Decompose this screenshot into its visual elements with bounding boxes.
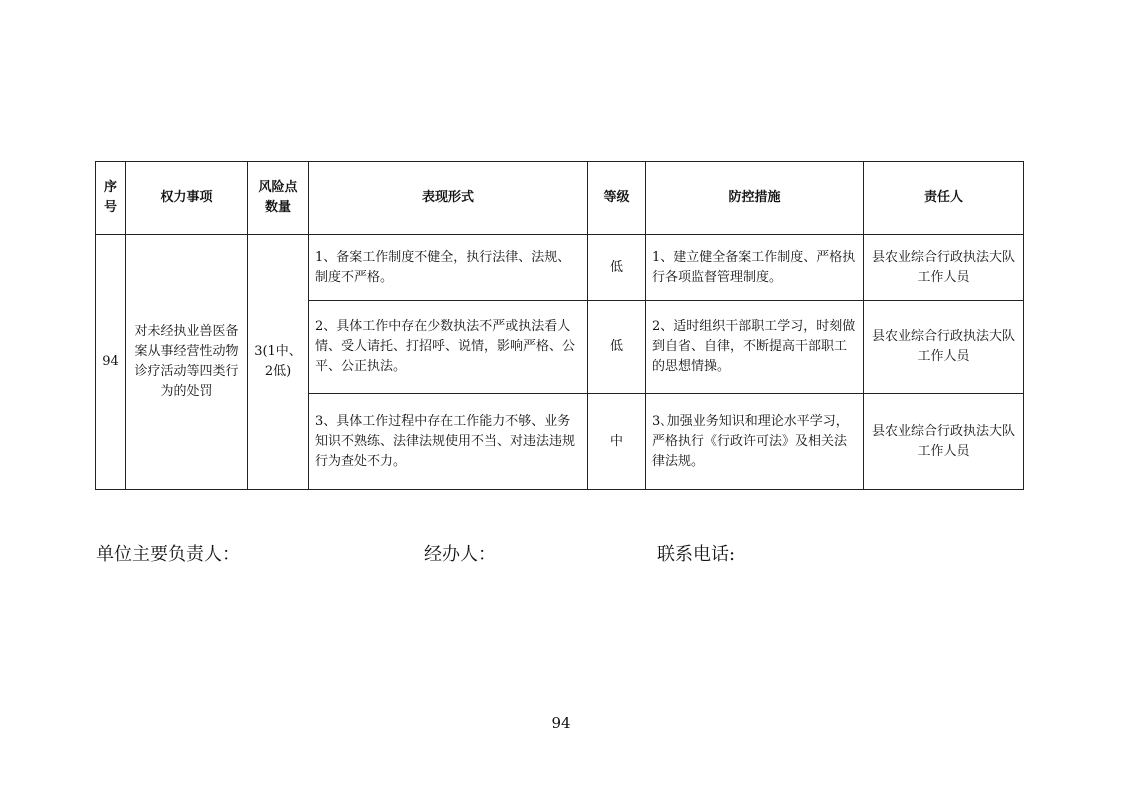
risk-measure: 1、建立健全备案工作制度、严格执行各项监督管理制度。	[646, 235, 864, 301]
header-measures: 防控措施	[646, 162, 864, 235]
table-row	[96, 235, 1024, 301]
header-level: 等级	[588, 162, 646, 235]
header-risk-count: 风险点 数量	[248, 162, 309, 235]
risk-responsible: 县农业综合行政执法大队工作人员	[864, 394, 1024, 490]
header-responsible: 责任人	[864, 162, 1024, 235]
header-seq: 序 号	[96, 162, 126, 235]
risk-table	[95, 161, 1024, 490]
risk-measure: 3､加强业务知识和理论水平学习，严格执行《行政许可法》及相关法律法规。	[646, 394, 864, 490]
risk-manifestation: 2、具体工作中存在少数执法不严或执法看人情、受人请托、打招呼、说情，影响严格、公平、公正执法。	[309, 301, 588, 394]
header-power-item: 权力事项	[126, 162, 248, 235]
record-seq: 94	[96, 235, 126, 490]
risk-responsible: 县农业综合行政执法大队工作人员	[864, 301, 1024, 394]
risk-measure: 2、适时组织干部职工学习，时刻做到自省、自律，不断提高干部职工的思想情操。	[646, 301, 864, 394]
table-header-row	[96, 162, 1024, 235]
handler-label: 经办人：	[424, 544, 496, 565]
risk-responsible: 县农业综合行政执法大队工作人员	[864, 235, 1024, 301]
header-manifestation: 表现形式	[309, 162, 588, 235]
risk-level: 低	[588, 235, 646, 301]
record-risk-count: 3(1中、2低)	[248, 235, 309, 490]
record-power-item: 对未经执业兽医备案从事经营性动物诊疗活动等四类行为的处罚	[126, 235, 248, 490]
risk-level: 中	[588, 394, 646, 490]
phone-label: 联系电话:	[657, 544, 736, 565]
risk-level: 低	[588, 301, 646, 394]
risk-manifestation: 1、备案工作制度不健全，执行法律、法规、制度不严格。	[309, 235, 588, 301]
risk-manifestation: 3、具体工作过程中存在工作能力不够、业务知识不熟练、法律法规使用不当、对违法违规行为查处不力。	[309, 394, 588, 490]
page-number: 94	[551, 714, 571, 732]
unit-head-label: 单位主要负责人：	[96, 544, 240, 565]
